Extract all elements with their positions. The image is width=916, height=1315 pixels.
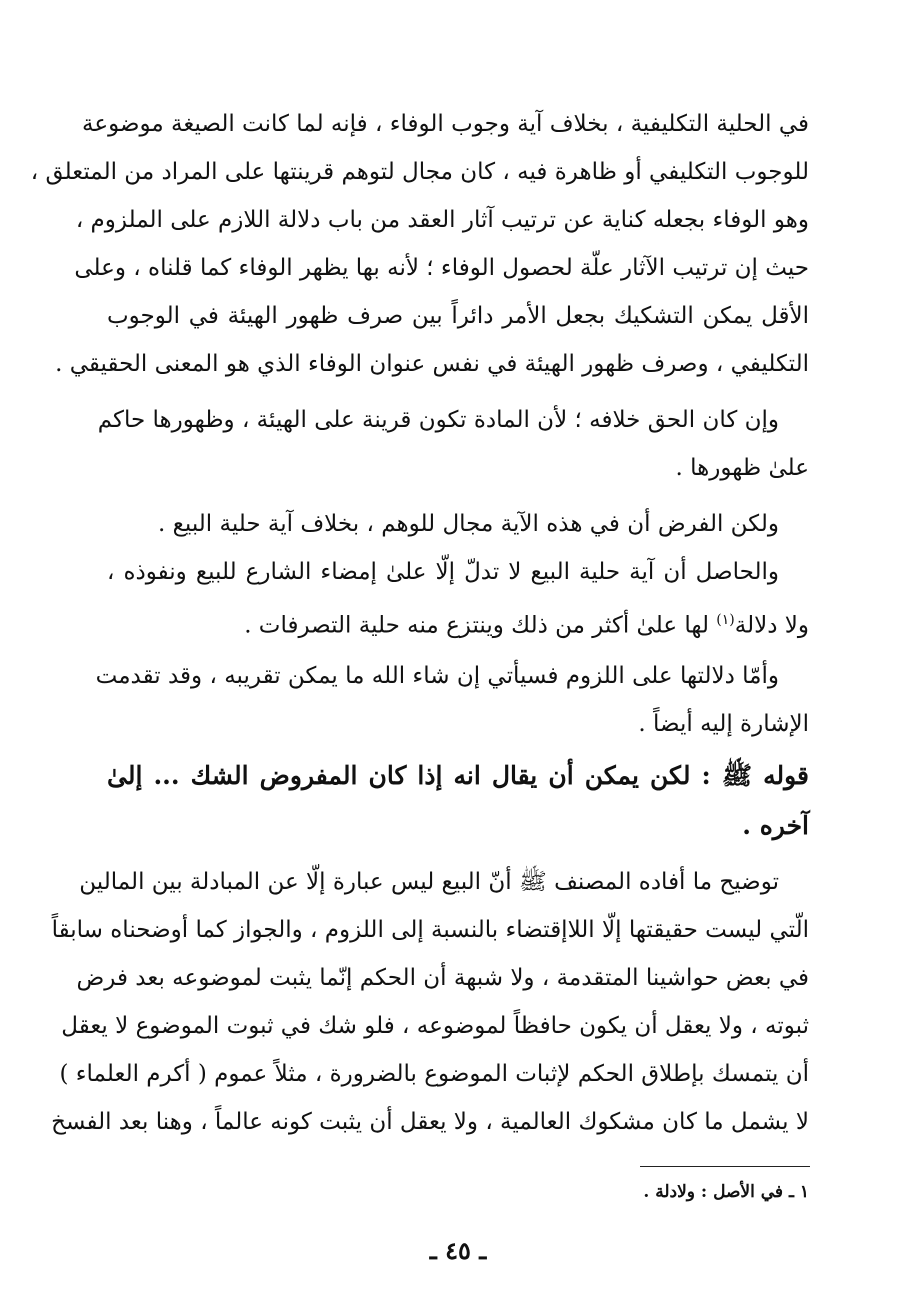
body-line: وإن كان الحق خلافه ؛ لأن المادة تكون قرينة على الهيئة ، وظهورها حاكم	[97, 407, 779, 433]
quoted-heading-end: آخره .	[742, 811, 809, 840]
body-line: علىٰ ظهورها .	[675, 455, 809, 481]
body-line: الأقل يمكن التشكيك بجعل الأمر دائراً بين صرف ظهور الهيئة في الوجوب	[107, 303, 809, 329]
footnote-reference: (١)	[716, 612, 735, 628]
page-number: ـ ٤٥ ـ	[429, 1236, 487, 1265]
body-line: وأمّا دلالتها على اللزوم فسيأتي إن شاء الله ما يمكن تقريبه ، وقد تقدمت	[95, 663, 779, 689]
body-line: والحاصل أن آية حلية البيع لا تدلّ إلّا علىٰ إمضاء الشارع للبيع ونفوذه ،	[107, 559, 779, 585]
body-line: الإشارة إليه أيضاً .	[638, 711, 809, 737]
footnote: ١ ـ في الأصل : ولادلة .	[643, 1182, 809, 1202]
body-line: لا يشمل ما كان مشكوك العالمية ، ولا يعقل أن يثبت كونه عالماً ، وهنا بعد الفسخ	[51, 1109, 809, 1135]
body-line: حيث إن ترتيب الآثار علّة لحصول الوفاء ؛ لأنه بها يظهر الوفاء كما قلناه ، وعلى	[74, 255, 809, 281]
quoted-heading: قوله ﷺ : لكن يمكن أن يقال انه إذا كان المفروض الشك ... إلىٰ	[107, 761, 809, 790]
body-line: وهو الوفاء بجعله كناية عن ترتيب آثار العقد من باب دلالة اللازم على الملزوم ،	[75, 207, 809, 233]
body-line: ثبوته ، ولا يعقل أن يكون حافظاً لموضوعه ، فلو شك في ثبوت الموضوع لا يعقل	[61, 1013, 809, 1039]
body-line: توضيح ما أفاده المصنف ﷺ أنّ البيع ليس عبارة إلّا عن المبادلة بين المالين	[79, 869, 779, 895]
body-line-start: ولا دلالة	[734, 612, 809, 639]
body-line: ولكن الفرض أن في هذه الآية مجال للوهم ، بخلاف آية حلية البيع .	[158, 511, 779, 537]
body-line: الّتي ليست حقيقتها إلّا اللاإقتضاء بالنسبة إلى اللزوم ، والجواز كما أوضحناه سابقاً	[51, 917, 809, 943]
body-line: التكليفي ، وصرف ظهور الهيئة في نفس عنوان الوفاء الذي هو المعنى الحقيقي .	[55, 351, 809, 377]
body-line-with-footnote-ref	[107, 600, 809, 646]
body-line: أن يتمسك بإطلاق الحكم لإثبات الموضوع بالضرورة ، مثلاً عموم ( أكرم العلماء )	[59, 1061, 809, 1087]
body-line-end: لها علىٰ أكثر من ذلك وينتزع منه حلية التصرفات .	[244, 612, 709, 639]
body-line: في الحلية التكليفية ، بخلاف آية وجوب الوفاء ، فإنه لما كانت الصيغة موضوعة	[82, 111, 809, 137]
body-line: للوجوب التكليفي أو ظاهرة فيه ، كان مجال لتوهم قرينتها على المراد من المتعلق ،	[30, 159, 809, 185]
body-line: في بعض حواشينا المتقدمة ، ولا شبهة أن الحكم إنّما يثبت لموضوعه بعد فرض	[76, 965, 809, 991]
footnote-separator	[640, 1166, 810, 1167]
